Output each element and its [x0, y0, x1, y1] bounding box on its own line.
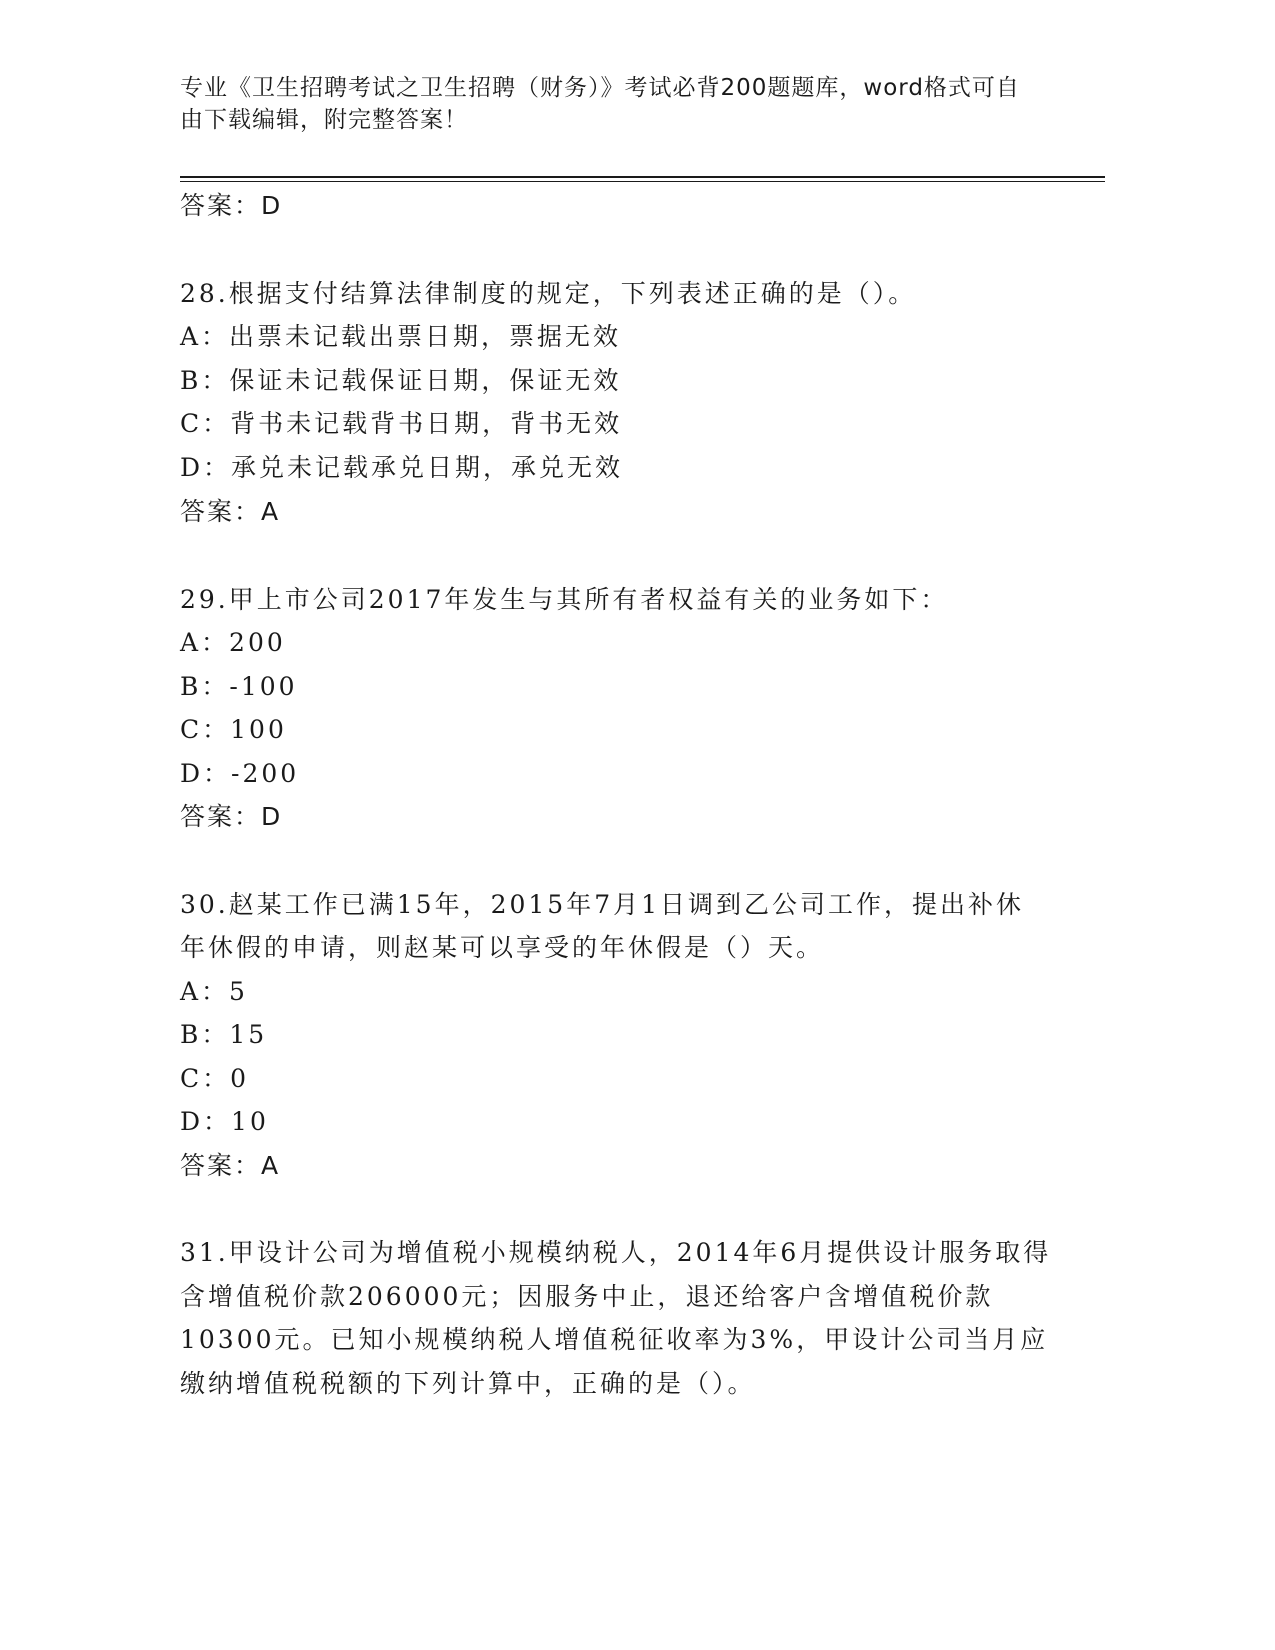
question-30-option-a: A：5: [180, 977, 248, 1006]
question-30-stem-line-2: 年休假的申请，则赵某可以享受的年休假是（）天。: [180, 933, 825, 962]
question-29-stem: 29.甲上市公司2017年发生与其所有者权益有关的业务如下：: [180, 585, 949, 614]
question-31-stem-line-4: 缴纳增值税税额的下列计算中，正确的是（）。: [180, 1369, 756, 1398]
question-29-answer: 答案：D: [180, 802, 283, 831]
question-28-option-b: B：保证未记载保证日期，保证无效: [180, 366, 622, 395]
header-line-1: 专业《卫生招聘考试之卫生招聘（财务）》考试必背200题题库，word格式可自: [180, 75, 1020, 101]
question-30-answer: 答案：A: [180, 1151, 281, 1180]
question-29-option-b: B：-100: [180, 672, 298, 701]
question-30-option-d: D：10: [180, 1107, 269, 1136]
question-29-option-c: C：100: [180, 715, 287, 744]
header-line-2: 由下载编辑，附完整答案！: [180, 107, 468, 133]
previous-answer: 答案：D: [180, 191, 283, 220]
header-rule-thick: [180, 176, 1105, 178]
question-30-stem-line-1: 30.赵某工作已满15年，2015年7月1日调到乙公司工作，提出补休: [180, 890, 1025, 919]
question-30-option-c: C：0: [180, 1064, 250, 1093]
question-28-option-a: A：出票未记载出票日期，票据无效: [180, 322, 622, 351]
question-28-answer: 答案：A: [180, 497, 281, 526]
question-31-stem-line-2: 含增值税价款206000元；因服务中止，退还给客户含增值税价款: [180, 1282, 994, 1311]
question-31-stem-line-1: 31.甲设计公司为增值税小规模纳税人，2014年6月提供设计服务取得: [180, 1238, 1052, 1267]
question-29-option-d: D：-200: [180, 759, 300, 788]
question-28-option-c: C：背书未记载背书日期，背书无效: [180, 409, 623, 438]
header-rule-thin: [180, 181, 1105, 182]
question-28-stem: 28.根据支付结算法律制度的规定，下列表述正确的是（）。: [180, 279, 917, 308]
question-30-option-b: B：15: [180, 1020, 268, 1049]
question-29-option-a: A：200: [180, 628, 286, 657]
question-28-option-d: D：承兑未记载承兑日期，承兑无效: [180, 453, 624, 482]
question-31-stem-line-3: 10300元。已知小规模纳税人增值税征收率为3%，甲设计公司当月应: [180, 1325, 1049, 1354]
document-header: [180, 72, 1040, 136]
